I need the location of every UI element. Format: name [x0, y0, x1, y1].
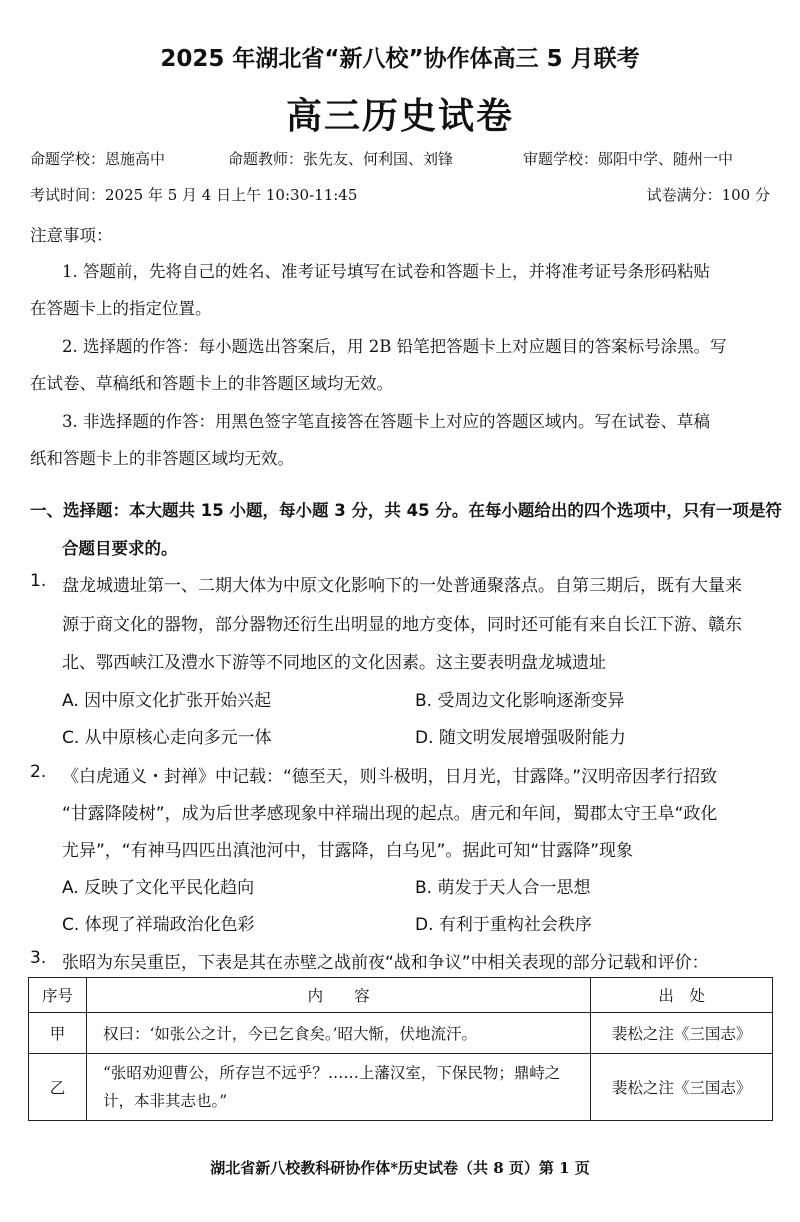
- meta-school: 命题学校：恩施高中: [30, 150, 166, 168]
- notice-line: 纸和答题卡上的非答题区域均无效。: [30, 449, 294, 468]
- table-row: [29, 1054, 773, 1121]
- q2-option-b: B. 萌发于天人合一思想: [415, 878, 591, 898]
- table-cell-source: 裴松之注《三国志》: [591, 1054, 773, 1121]
- notice-heading: 注意事项：: [30, 226, 113, 245]
- q1-stem-line: 源于商文化的器物，部分器物还衍生出明显的地方变体，同时还可能有来自长江下游、赣东: [62, 615, 742, 635]
- q3-number: 3.: [30, 948, 47, 968]
- section-heading-cont: 合题目要求的。: [62, 539, 178, 558]
- q2-option-a: A. 反映了文化平民化趋向: [62, 878, 255, 898]
- q1-stem-line: 北、鄂西峡江及澧水下游等不同地区的文化因素。这主要表明盘龙城遗址: [62, 653, 606, 673]
- q3-stem: 张昭为东吴重臣，下表是其在赤壁之战前夜“战和争议”中相关表现的部分记载和评价：: [62, 953, 709, 973]
- q1-option-c: C. 从中原核心走向多元一体: [62, 728, 272, 748]
- meta-teachers: 命题教师：张先友、何利国、刘锋: [228, 150, 454, 168]
- notice-line: 1. 答题前，先将自己的姓名、准考证号填写在试卷和答题卡上，并将准考证号条形码粘贴: [62, 262, 710, 281]
- table-header-cell: 序号: [29, 978, 87, 1013]
- q2-option-d: D. 有利于重构社会秩序: [415, 915, 592, 935]
- table-row: [29, 1013, 773, 1054]
- page-footer: 湖北省新八校教科研协作体*历史试卷（共 8 页）第 1 页: [210, 1159, 590, 1177]
- notice-line: 2. 选择题的作答：每小题选出答案后，用 2B 铅笔把答题卡上对应题目的答案标号涂黑。写: [62, 337, 727, 356]
- meta-score: 试卷满分：100 分: [646, 186, 770, 204]
- q1-number: 1.: [30, 571, 47, 591]
- meta-time: 考试时间：2025 年 5 月 4 日上午 10:30-11:45: [30, 186, 358, 204]
- table-header-cell: 出 处: [591, 978, 773, 1013]
- notice-line: 3. 非选择题的作答：用黑色签字笔直接答在答题卡上对应的答题区域内。写在试卷、草稿: [62, 412, 710, 431]
- table-header-cell: 内 容: [86, 978, 590, 1013]
- q1-option-b: B. 受周边文化影响逐渐变异: [415, 691, 625, 711]
- notice-line: 在答题卡上的指定位置。: [30, 299, 212, 318]
- notice-line: 在试卷、草稿纸和答题卡上的非答题区域均无效。: [30, 374, 393, 393]
- q2-stem-line: 尤异”，“有神马四匹出滇池河中，甘露降，白乌见”。据此可知“甘露降”现象: [62, 841, 634, 861]
- q2-option-c: C. 体现了祥瑞政治化色彩: [62, 915, 255, 935]
- q2-number: 2.: [30, 762, 47, 782]
- q2-stem-line: “甘露降陵树”，成为后世孝感现象中祥瑞出现的起点。唐元和年间，蜀郡太守王阜“政化: [62, 804, 718, 824]
- table-cell-content: 权曰：‘如张公之计，今已乞食矣。’昭大惭，伏地流汗。: [86, 1013, 590, 1054]
- table-cell-source: 裴松之注《三国志》: [591, 1013, 773, 1054]
- q2-stem-line: 《白虎通义・封禅》中记载：“德至天，则斗极明，日月光，甘露降。”汉明帝因孝行招致: [62, 767, 718, 787]
- table-cell-id: 乙: [29, 1054, 87, 1121]
- q1-option-d: D. 随文明发展增强吸附能力: [415, 728, 626, 748]
- exam-title: 2025 年湖北省“新八校”协作体高三 5 月联考: [160, 46, 640, 72]
- q1-stem-line: 盘龙城遗址第一、二期大体为中原文化影响下的一处普通聚落点。自第三期后，既有大量来: [62, 576, 742, 596]
- meta-reviewers: 审题学校：郧阳中学、随州一中: [523, 150, 734, 168]
- table-header-row: [29, 978, 773, 1013]
- q3-table: [28, 977, 773, 1121]
- section-heading: 一、选择题：本大题共 15 小题，每小题 3 分，共 45 分。在每小题给出的四个选项中，只有一项是符: [30, 501, 782, 520]
- table-cell-content: “张昭劝迎曹公，所存岂不远乎？……上藩汉室，下保民物；鼎峙之计，本非其志也。”: [86, 1054, 590, 1121]
- table-cell-id: 甲: [29, 1013, 87, 1054]
- exam-subtitle: 高三历史试卷: [285, 96, 514, 137]
- q1-option-a: A. 因中原文化扩张开始兴起: [62, 691, 272, 711]
